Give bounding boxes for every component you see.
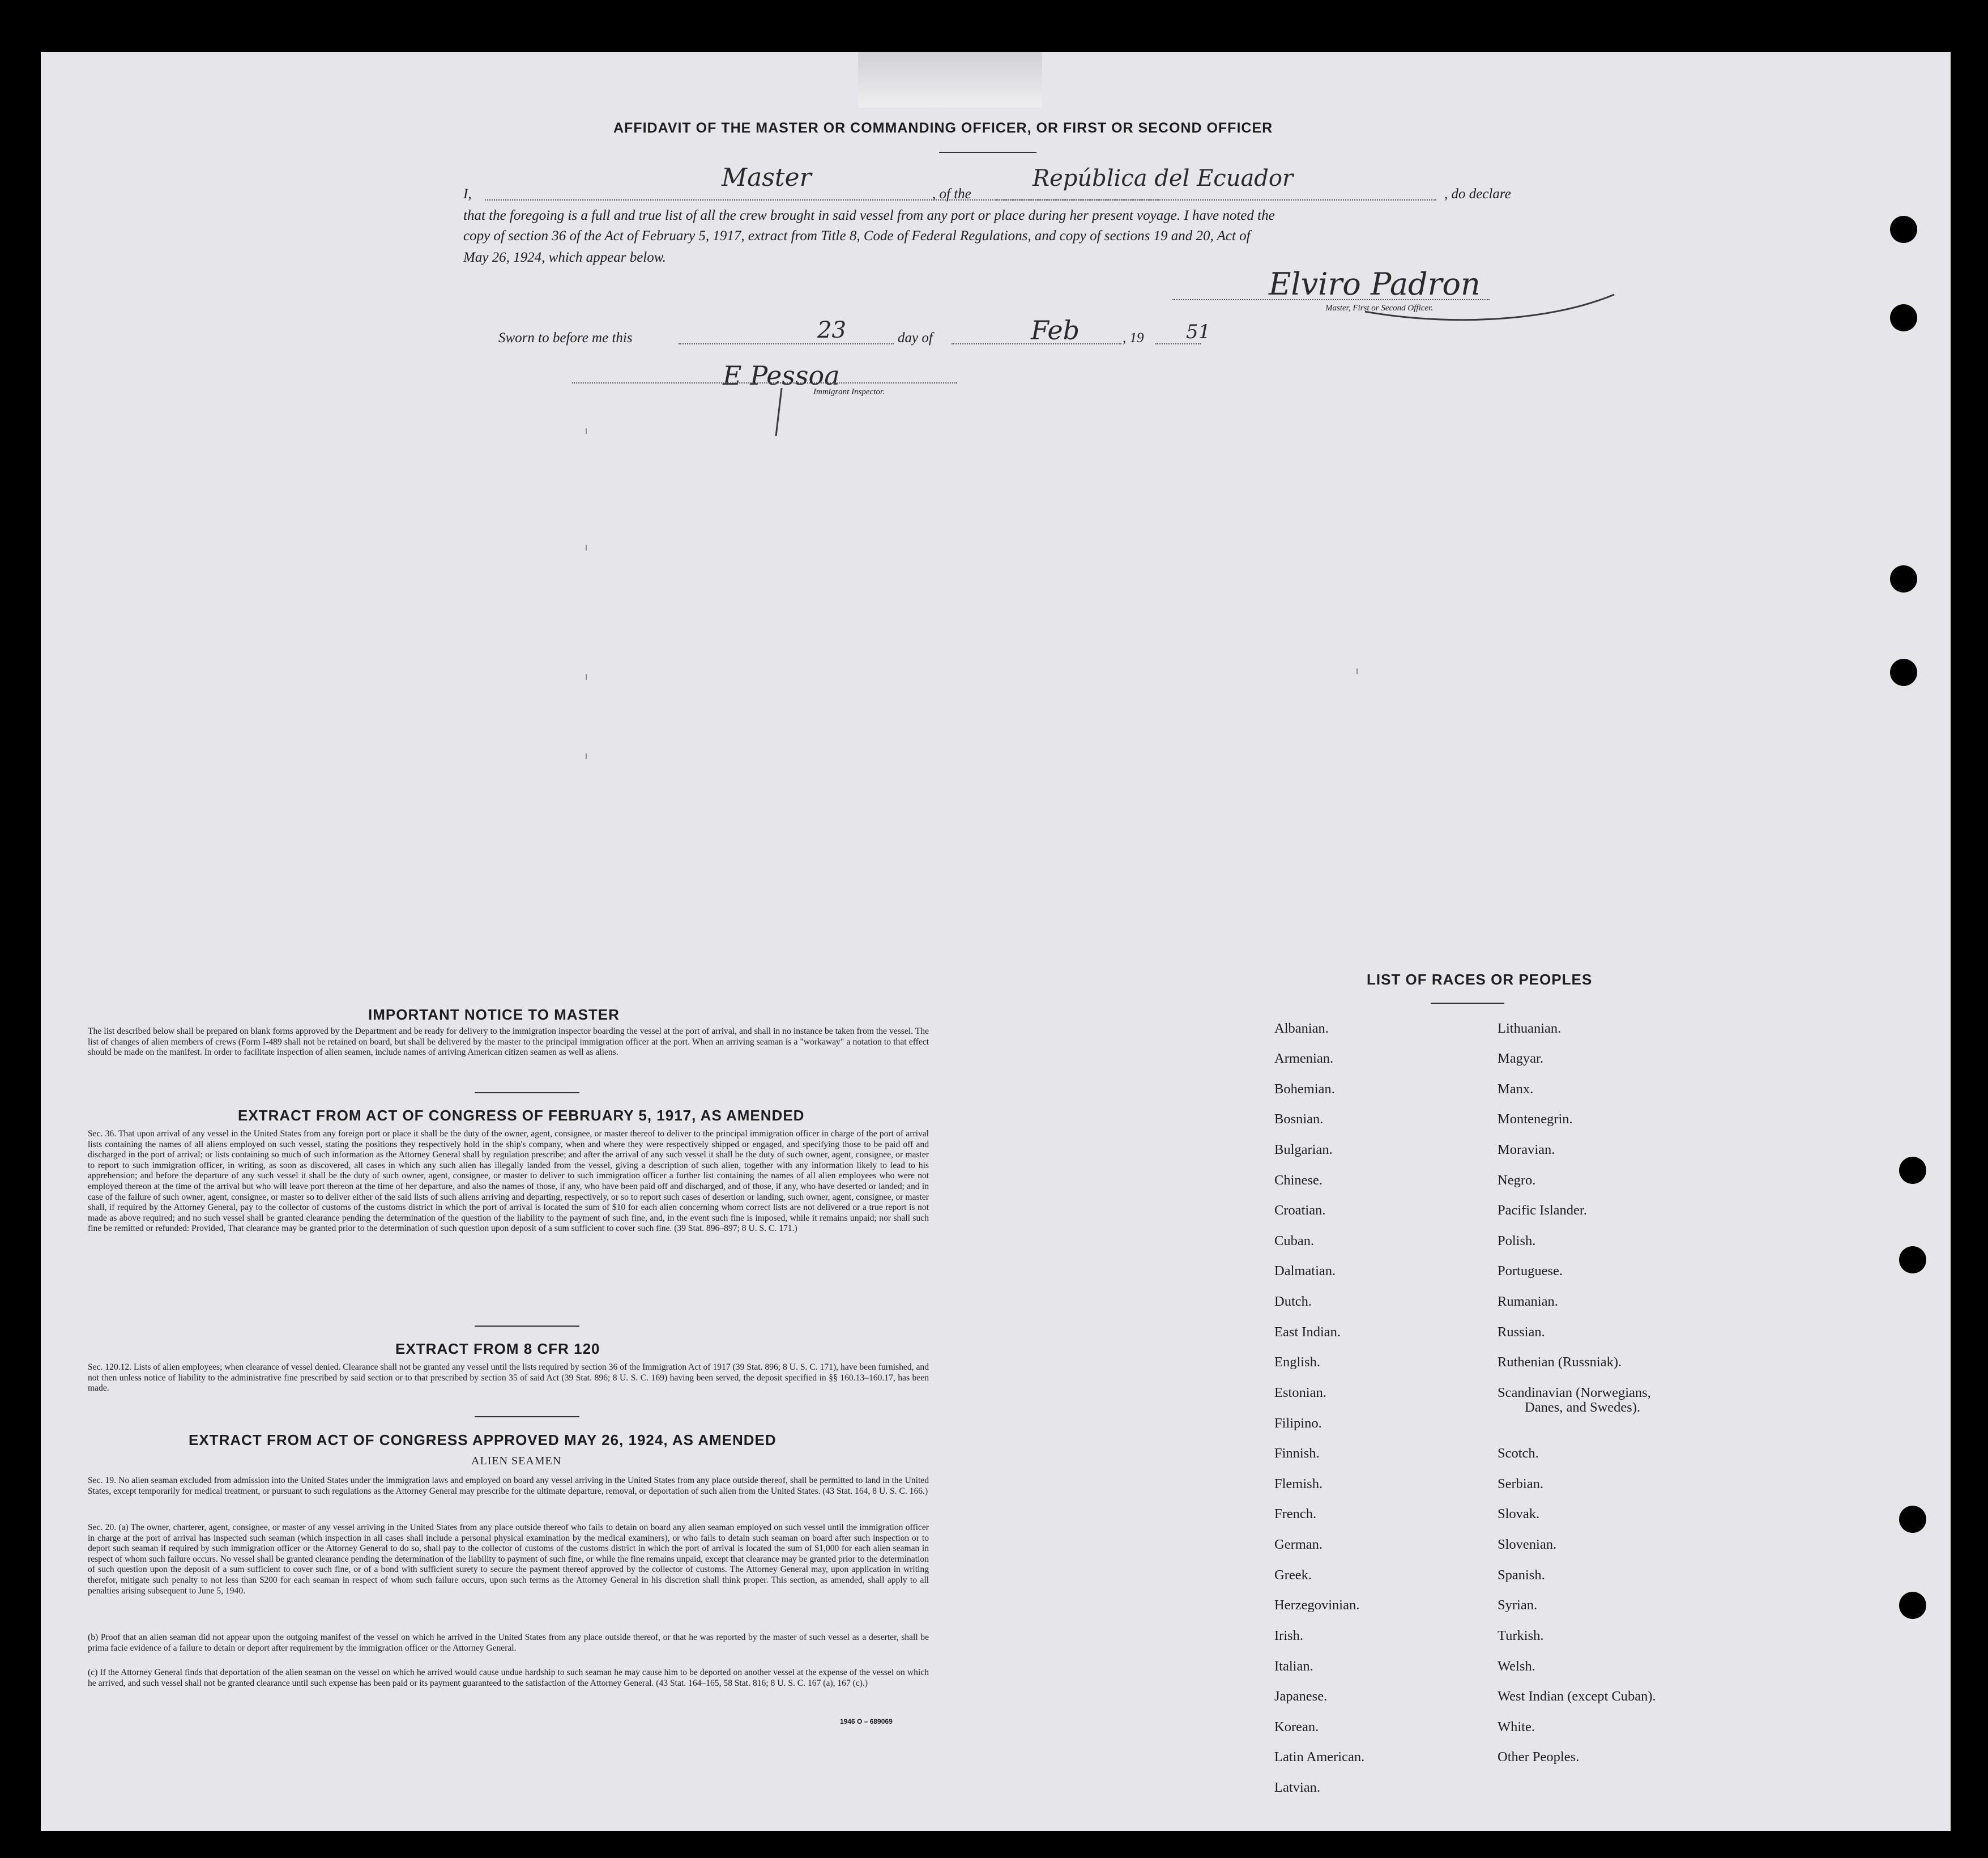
title-rule	[939, 152, 1036, 153]
race-item: Moravian.	[1498, 1142, 1555, 1157]
race-item: French.	[1274, 1506, 1317, 1522]
section-rule	[475, 1092, 579, 1093]
tick-mark	[586, 545, 587, 551]
tape-strip	[858, 52, 1042, 108]
sworn-month: Feb	[1031, 315, 1080, 346]
extract-1917-text: Sec. 36. That upon arrival of any vessel in the United States from any foreign port or place it shall be the duty of the owner, agent, consignee, or master thereof to deliver to the principal immigration officer in charge of the port of arrival lists containing the names of all aliens employed on such vessel, stating the positions they respectively hold in the ship's company, when and where they were respectively shipped or engaged, and specifying those to be paid off and discharged in the port of arrival; or lists containing so much of such information as the Attorney General shall by regulation prescribe; and after the arrival of any such vessel it shall be the duty of such owner, agent, consignee, or master to report to such immigration officer, in writing, as soon as discovered, all cases in which any such alien has illegally landed from the vessel, giving a description of such alien, together with any information likely to lead to his apprehension; and before the departure of any such vessel it shall be the duty of such owner, agent, consignee, or master to deliver to such immigration officer a further list containing the names of all alien employees who were not employed thereon at the time of the arrival but who will leave port thereon at the time of her departure, and also the names of those, if any, who have been paid off and discharged, and of those, if any, who have deserted or landed; and in case of the failure of such owner, agent, consignee, or master so to deliver either of the said lists of such aliens arriving and departing, respectively, or so to report such cases of desertion or landing, such owner, agent, consignee, or master shall, if required by the Attorney General, pay to the collector of customs of the customs district in which the port of arrival is located the sum of $10 for each alien concerning whom correct lists are not delivered or a true report is not made as above required; and no such vessel shall be granted clearance pending the determination of the question of the liability to the payment of such fine, and, in the event such fine is imposed, while it remains unpaid; nor shall such fine be remitted or refunded: Provided, That clearance may be granted prior to the determination of such question upon deposit of a sum sufficient to cover such fine. (39 Stat. 896–897; 8 U. S. C. 171.)	[88, 1129, 929, 1234]
extract-1924-sec20b: (b) Proof that an alien seaman did not appear upon the outgoing manifest of the vessel on which he arrived in the United States from any place outside thereof, or that he was reported by the master of such vessel as a deserter, shall be prima facie evidence of a failure to detain or deport after requirement by the immigration officer or the Attorney General.	[88, 1633, 929, 1653]
vessel-name-handwritten: República del Ecuador	[1033, 165, 1294, 191]
race-item: Armenian.	[1274, 1051, 1334, 1066]
declaration-of-the: , of the	[932, 186, 971, 202]
signature-flourish	[759, 385, 793, 442]
extract-1924-subtitle: ALIEN SEAMEN	[471, 1455, 562, 1467]
race-item: Dalmatian.	[1274, 1263, 1336, 1279]
race-item: Latvian.	[1274, 1780, 1320, 1795]
race-item: Danes, and Swedes).	[1525, 1400, 1641, 1415]
race-item: Polish.	[1498, 1233, 1536, 1248]
blank-line	[679, 343, 894, 344]
extract-1924-sec19: Sec. 19. No alien seaman excluded from admission into the United States under the immigration laws and employed on board any vessel arriving in the United States from any place outside thereof, shall be permitted to land in the United States, except temporarily for medical treatment, or pursuant to such regulations as the Attorney General may prescribe for the ultimate departure, removal, or deportation of such alien from the United States. (43 Stat. 164, 8 U. S. C. 166.)	[88, 1476, 929, 1496]
race-item: Bohemian.	[1274, 1081, 1335, 1097]
race-item: Pacific Islander.	[1498, 1203, 1587, 1218]
race-item: Slovak.	[1498, 1506, 1540, 1522]
master-signature: Elviro Padron	[1269, 266, 1481, 302]
race-item: Magyar.	[1498, 1051, 1543, 1066]
extract-1924-sec20a: Sec. 20. (a) The owner, charterer, agent, consignee, or master of any vessel arriving in the United States from any place outside thereof who fails to detain on board any alien seaman employed on such vessel until the immigration officer in charge at the port of arrival has inspected such seaman (which inspection in all cases shall include a personal physical examination by the medical examiners), or who fails to detain such seaman on board after such inspection or to deport such seaman if required by such immigration officer or the Attorney General to do so, shall pay to the collector of customs of the customs district in which the port of arrival is located the sum of $1,000 for each alien seaman in respect of whom such failure occurs. No vessel shall be granted clearance pending the determination of the liability to payment of such fine, or while the fine remains unpaid, except that clearance may be granted prior to the determination of such question upon the deposit of a sum sufficient to cover such fine, or of a bond with sufficient surety to secure the payment thereof approved by the collector of customs. The Attorney General may, upon application in writing therefor, mitigate such penalty to not less than $200 for each seaman in respect of whom such failure occurs, upon such terms as the Attorney General in his discretion shall think proper. This section, as amended, shall apply to all penalties arising subsequent to June 5, 1940.	[88, 1523, 929, 1596]
race-item: Scandinavian (Norwegians,	[1498, 1385, 1651, 1400]
race-item: Greek.	[1274, 1567, 1312, 1583]
signature-flourish	[1359, 272, 1626, 329]
race-item: Japanese.	[1274, 1689, 1328, 1704]
race-item: Spanish.	[1498, 1567, 1545, 1583]
signature-line	[572, 382, 957, 383]
blank-line	[995, 199, 1436, 201]
sworn-line	[498, 327, 1291, 350]
sworn-prefix: Sworn to before me this	[498, 330, 633, 346]
extract-cfr-text: Sec. 120.12. Lists of alien employees; when clearance of vessel denied. Clearance shall not be granted any vessel until the lists required by section 36 of the Immigration Act of 1917 (39 Stat. 896; 8 U. S. C. 171), have been furnished, and not then unless notice of liability to the administrative fine prescribed by said section or to that prescribed by section 35 of said Act (39 Stat. 896; 8 U. S. C. 169) having been served, the deposit specified in §§ 160.13–160.17, has been made.	[88, 1362, 929, 1393]
blank-line	[1155, 343, 1201, 344]
race-item: Finnish.	[1274, 1446, 1320, 1461]
race-item: Dutch.	[1274, 1294, 1312, 1309]
race-item: Herzegovinian.	[1274, 1597, 1360, 1613]
punch-hole	[1890, 216, 1917, 243]
race-item: Russian.	[1498, 1324, 1545, 1340]
punch-hole	[1899, 1592, 1926, 1619]
race-item: East Indian.	[1274, 1324, 1341, 1340]
sworn-year: 51	[1186, 321, 1211, 343]
print-code: 1946 O – 689069	[840, 1718, 893, 1725]
race-item: Filipino.	[1274, 1416, 1322, 1431]
declaration-line-1	[463, 184, 1528, 206]
race-item: White.	[1498, 1719, 1535, 1735]
punch-hole	[1890, 565, 1917, 593]
race-item: Serbian.	[1498, 1476, 1543, 1491]
tick-mark	[586, 674, 587, 680]
race-item: Croatian.	[1274, 1203, 1326, 1218]
declaration-line-2: that the foregoing is a full and true list of all the crew brought in said vessel from any port or place during her present voyage. I have noted the	[463, 208, 1275, 223]
master-caption: Master, First or Second Officer.	[1325, 304, 1433, 313]
race-item: Slovenian.	[1498, 1537, 1557, 1552]
race-item: Flemish.	[1274, 1476, 1323, 1491]
declaration-line-3: copy of section 36 of the Act of February 5, 1917, extract from Title 8, Code of Federal Regulations, and copy of sections 19 and 20, Act of	[463, 228, 1251, 244]
section-rule	[475, 1416, 579, 1417]
race-item: Ruthenian (Russniak).	[1498, 1354, 1622, 1370]
race-item: Welsh.	[1498, 1659, 1535, 1674]
race-item: Manx.	[1498, 1081, 1534, 1097]
race-item: Korean.	[1274, 1719, 1319, 1735]
race-item: Turkish.	[1498, 1628, 1544, 1643]
race-item: Italian.	[1274, 1659, 1313, 1674]
extract-1924-sec20c: (c) If the Attorney General finds that deportation of the alien seaman on the vessel on which he arrived would cause undue hardship to such seaman he may cause him to be deported on another vessel at the expense of the vessel on which he arrived, and such vessel shall not be granted clearance until such expense has been paid or its payment guaranteed to the satisfaction of the Attorney General. (43 Stat. 164–165, 58 Stat. 816; 8 U. S. C. 167 (a), 167 (c).)	[88, 1668, 929, 1688]
race-item: Chinese.	[1274, 1173, 1323, 1188]
races-rule	[1431, 1003, 1504, 1004]
race-item: Portuguese.	[1498, 1263, 1563, 1279]
declaration-suffix: , do declare	[1444, 186, 1511, 202]
race-item: Lithuanian.	[1498, 1021, 1562, 1036]
extract-1917-title: EXTRACT FROM ACT OF CONGRESS OF FEBRUARY 5, 1917, AS AMENDED	[238, 1107, 805, 1124]
notice-text: The list described below shall be prepared on blank forms approved by the Department and be ready for delivery to the immigration inspector boarding the vessel at the port of arrival, and shall in no instance be taken from the vessel. The list of changes of alien members of crews (Form I-489 shall not be retained on board, but shall be delivered by the master to the principal immigration officer at the port. When an arriving seaman is a "workaway" a notation to that effect should be made on the manifest. In order to facilitate inspection of alien seamen, include names of arriving American citizen seamen as well as aliens.	[88, 1026, 929, 1058]
extract-1924-title: EXTRACT FROM ACT OF CONGRESS APPROVED MAY 26, 1924, AS AMENDED	[189, 1431, 777, 1448]
sworn-year-prefix: , 19	[1123, 330, 1144, 346]
punch-hole	[1890, 304, 1917, 331]
punch-hole	[1899, 1246, 1926, 1273]
race-item: Latin American.	[1274, 1749, 1365, 1765]
punch-hole	[1899, 1506, 1926, 1533]
race-item: Bosnian.	[1274, 1111, 1324, 1127]
race-item: Syrian.	[1498, 1597, 1538, 1613]
race-item: Negro.	[1498, 1173, 1536, 1188]
notice-title: IMPORTANT NOTICE TO MASTER	[368, 1006, 620, 1023]
sworn-day-of: day of	[898, 330, 933, 346]
race-item: West Indian (except Cuban).	[1498, 1689, 1656, 1704]
race-item: Montenegrin.	[1498, 1111, 1573, 1127]
extract-cfr-title: EXTRACT FROM 8 CFR 120	[395, 1340, 600, 1357]
race-item: Other Peoples.	[1498, 1749, 1580, 1765]
punch-hole	[1899, 1157, 1926, 1184]
race-item: Cuban.	[1274, 1233, 1315, 1248]
inspector-caption: Immigrant Inspector.	[813, 387, 885, 397]
tick-mark	[586, 428, 587, 434]
affidavit-title: AFFIDAVIT OF THE MASTER OR COMMANDING OFFICER, OR FIRST OR SECOND OFFICER	[613, 120, 1273, 136]
race-item: Scotch.	[1498, 1446, 1539, 1461]
declaration-line-4: May 26, 1924, which appear below.	[463, 250, 666, 265]
race-item: German.	[1274, 1537, 1323, 1552]
race-item: Irish.	[1274, 1628, 1304, 1643]
race-item: Albanian.	[1274, 1021, 1329, 1036]
tick-mark	[586, 753, 587, 759]
sworn-day: 23	[817, 317, 846, 343]
inspector-signature: E Pessoa	[723, 360, 840, 391]
race-item: Bulgarian.	[1274, 1142, 1333, 1157]
signature-line	[1172, 299, 1490, 300]
races-title: LIST OF RACES OR PEOPLES	[1367, 971, 1593, 988]
section-rule	[475, 1326, 579, 1327]
tick-mark	[1356, 668, 1358, 674]
race-item: Estonian.	[1274, 1385, 1326, 1400]
race-item: English.	[1274, 1354, 1320, 1370]
position-handwritten: Master	[722, 163, 812, 192]
declaration-prefix: I,	[463, 186, 472, 202]
race-item: Rumanian.	[1498, 1294, 1558, 1309]
punch-hole	[1890, 659, 1917, 686]
